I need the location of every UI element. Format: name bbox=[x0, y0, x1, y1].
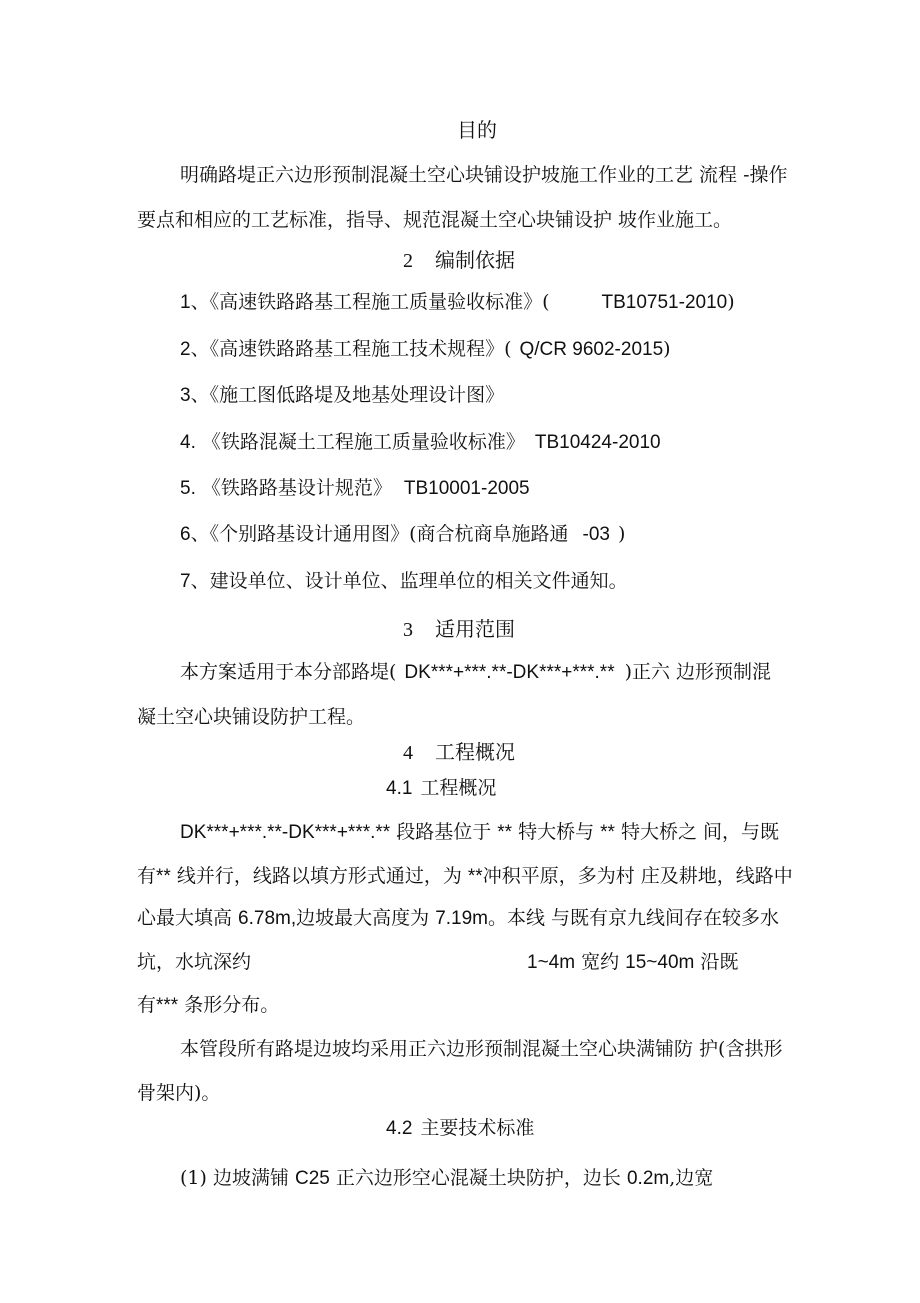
section-2-heading bbox=[403, 248, 515, 273]
section-4-1-paragraph-line: 有*** 条形分布。 bbox=[137, 994, 280, 1016]
reference-item-2: 2、《高速铁路路基工程施工技术规程》( Q/CR 9602-2015) bbox=[180, 338, 671, 360]
section-1-paragraph-line: 明确路堤正六边形预制混凝土空心块铺设护坡施工作业的工艺 流程 -操作 bbox=[180, 164, 788, 186]
section-4-1-paragraph-2-line: 骨架内)。 bbox=[137, 1082, 221, 1104]
subsection-4-2-heading: 4.2 主要技术标准 bbox=[386, 1117, 535, 1139]
section-4-1-paragraph-line: 心最大填高 6.78m,边坡最大高度为 7.19m。本线 与既有京九线间存在较多水 bbox=[137, 907, 780, 929]
reference-item-5: 5. 《铁路路基设计规范》 TB10001-2005 bbox=[180, 477, 530, 499]
section-3-paragraph-line: 本方案适用于本分部路堤( DK***+***.**-DK***+***.** )正六 边形预制混 bbox=[180, 661, 772, 683]
section-3-paragraph-line: 凝土空心块铺设防护工程。 bbox=[137, 706, 366, 728]
section-3-heading bbox=[403, 617, 515, 642]
section-4-1-paragraph-line: 坑，水坑深约 bbox=[137, 951, 252, 973]
reference-item-3: 3、《施工图低路堤及地基处理设计图》 bbox=[180, 384, 505, 406]
section-4-1-paragraph-line: DK***+***.**-DK***+***.** 段路基位于 ** 特大桥与 ** 特大桥之 间，与既 bbox=[180, 821, 780, 843]
section-number: 4 bbox=[403, 742, 413, 764]
section-4-1-paragraph-line-continued: 1~4m 宽约 15~40m 沿既 bbox=[527, 951, 739, 973]
section-1-paragraph-line: 要点和相应的工艺标准，指导、规范混凝土空心块铺设护 坡作业施工。 bbox=[137, 209, 733, 231]
section-number: 3 bbox=[403, 619, 413, 641]
section-4-1-paragraph-2-line: 本管段所有路堤边坡均采用正六边形预制混凝土空心块满铺防 护(含拱形 bbox=[180, 1038, 783, 1060]
section-title: 工程概况 bbox=[435, 740, 515, 764]
section-number: 2 bbox=[403, 250, 413, 272]
subsection-4-1-heading: 4.1 工程概况 bbox=[386, 777, 497, 799]
section-4-1-paragraph-line: 有** 线并行，线路以填方形式通过，为 **冲积平原，多为村 庄及耕地，线路中 bbox=[137, 865, 793, 887]
technical-standard-item-1: (1) 边坡满铺 C25 正六边形空心混凝土块防护，边长 0.2m,边宽 bbox=[180, 1167, 714, 1189]
reference-item-6: 6、《个别路基设计通用图》(商合杭商阜施路通 -03 ) bbox=[180, 523, 626, 545]
section-1-title: 目的 bbox=[457, 118, 497, 142]
section-title: 适用范围 bbox=[435, 617, 515, 641]
section-title: 编制依据 bbox=[435, 248, 515, 272]
section-4-heading bbox=[403, 740, 515, 765]
reference-item-1: 1、《高速铁路路基工程施工质量验收标准》( TB10751-2010) bbox=[180, 291, 735, 313]
reference-item-7: 7、建设单位、设计单位、监理单位的相关文件通知。 bbox=[180, 570, 628, 592]
reference-item-4: 4. 《铁路混凝土工程施工质量验收标准》 TB10424-2010 bbox=[180, 431, 661, 453]
